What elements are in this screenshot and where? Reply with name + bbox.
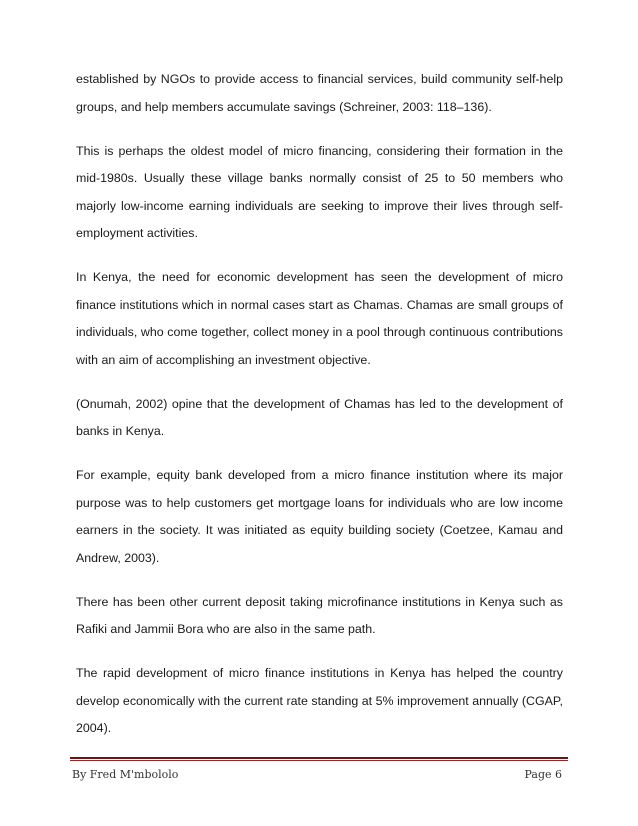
paragraph: (Onumah, 2002) opine that the development of Chamas has led to the development of banks in Kenya. — [76, 396, 563, 438]
footer-rule — [70, 757, 568, 759]
paragraph: The rapid development of micro finance institutions in Kenya has helped the country develop economically with the current rate standing at 5% improvement annually (CGAP, 2004). — [76, 666, 563, 735]
paragraph: For example, equity bank developed from a micro finance institution where its major purpose was to help customers get mortgage loans for individuals who are low income earners in the society. It was initiated as equity building society (Coetzee, Kamau and Andrew, 2003). — [76, 468, 563, 565]
footer-rule-thin — [70, 760, 568, 761]
page-number: Page 6 — [524, 768, 562, 781]
paragraph: There has been other current deposit taking microfinance institutions in Kenya such as Rafiki and Jammii Bora who are also in the same path. — [76, 594, 563, 636]
paragraph: established by NGOs to provide access to financial services, build community self-help groups, and help members accumulate savings (Schreiner, 2003: 118–136). — [76, 72, 563, 114]
footer-author: By Fred M'mbololo — [72, 768, 179, 781]
paragraph: In Kenya, the need for economic development has seen the development of micro finance institutions which in normal cases start as Chamas. Chamas are small groups of individuals, who come together, collect money in a pool through continuous contributions with an aim of accomplishing an investment objective. — [76, 270, 563, 367]
body-text — [76, 66, 563, 759]
paragraph: This is perhaps the oldest model of micro financing, considering their formation in the mid-1980s. Usually these village banks normally consist of 25 to 50 members who majorly low-income earning individuals are seeking to improve their lives through self-employment activities. — [76, 143, 563, 240]
